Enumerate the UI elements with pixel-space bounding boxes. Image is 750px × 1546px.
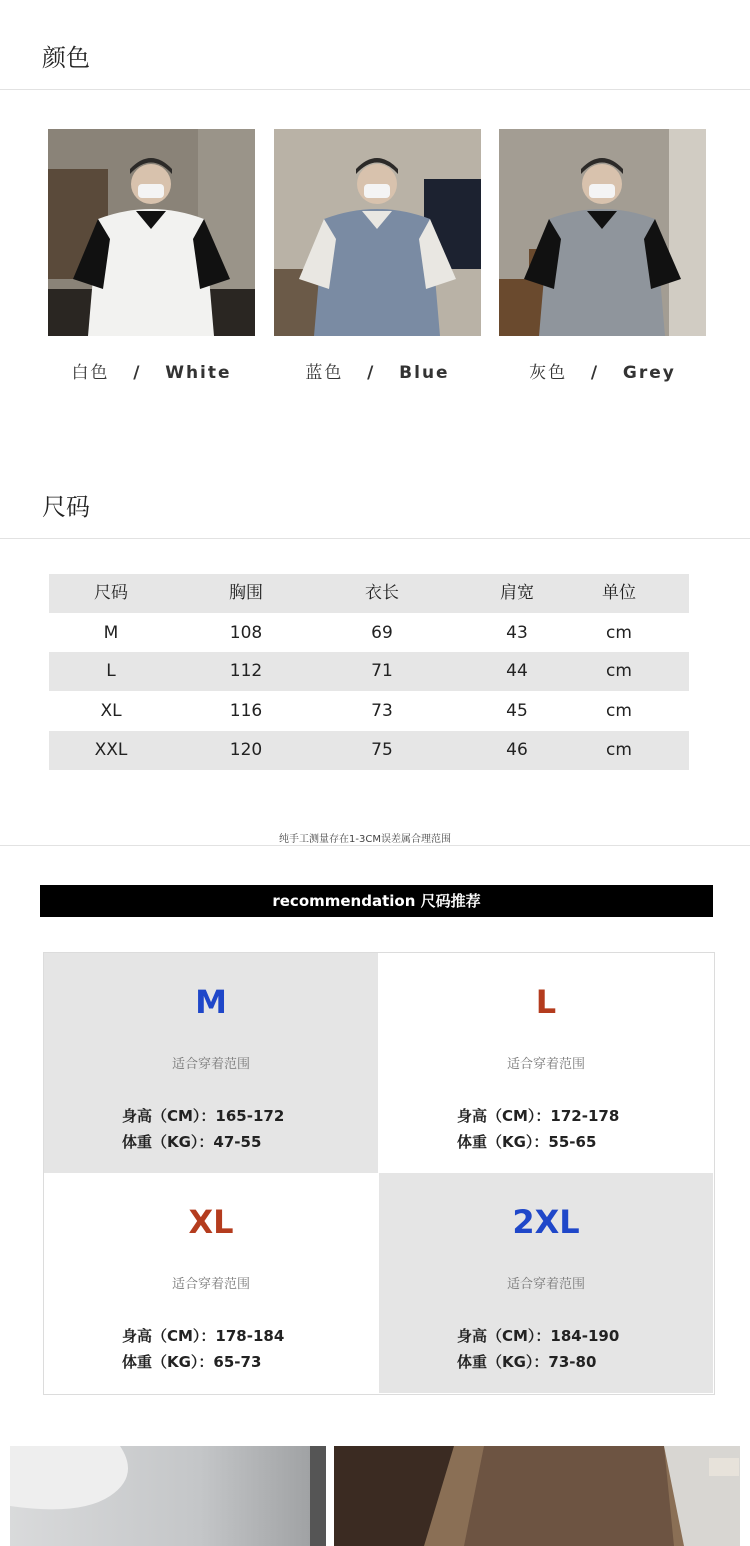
- fit-range-label: 适合穿着范围: [506, 1277, 585, 1292]
- cell-chest: 120: [229, 740, 263, 760]
- cell-size: L: [106, 661, 116, 681]
- size-section-title: 尺码: [42, 493, 90, 521]
- color-section-title: 颜色: [42, 44, 90, 72]
- size-label: M: [195, 983, 227, 1021]
- cell-chest: 108: [229, 623, 263, 643]
- fit-range-label: 适合穿着范围: [171, 1277, 250, 1292]
- divider: [0, 89, 750, 90]
- cell-length: 73: [371, 701, 393, 721]
- color-label-blue: [274, 358, 481, 383]
- weight-range: 体重（KG）：55-65: [457, 1133, 597, 1151]
- color-name-en: Grey: [622, 363, 676, 383]
- recommendation-card-2xl: [379, 1173, 713, 1393]
- weight-range: 体重（KG）：73-80: [457, 1353, 597, 1371]
- product-photo-white[interactable]: [48, 129, 255, 336]
- cell-unit: cm: [606, 701, 632, 721]
- table-row: [49, 652, 689, 691]
- product-photo-grey[interactable]: [499, 129, 706, 336]
- cell-size: XXL: [94, 740, 128, 760]
- measurement-note: 纯手工测量存在1-3CM误差属合理范围: [279, 834, 451, 845]
- height-range: 身高（CM）：178-184: [122, 1327, 285, 1345]
- cell-size: XL: [100, 701, 122, 721]
- cell-shoulder: 43: [506, 623, 528, 643]
- cell-length: 69: [371, 623, 393, 643]
- header-shoulder: 肩宽: [500, 583, 534, 603]
- cell-size: M: [103, 623, 119, 643]
- weight-range: 体重（KG）：47-55: [122, 1133, 262, 1151]
- cell-shoulder: 45: [506, 701, 528, 721]
- product-photo-blue[interactable]: [274, 129, 481, 336]
- detail-photo-right: [334, 1446, 740, 1546]
- cell-unit: cm: [606, 661, 632, 681]
- height-range: 身高（CM）：172-178: [457, 1107, 620, 1125]
- recommendation-card-m: [44, 953, 378, 1173]
- detail-photo-left: [10, 1446, 326, 1546]
- separator: /: [590, 363, 600, 383]
- table-row: [49, 731, 689, 770]
- fit-range-label: 适合穿着范围: [171, 1057, 250, 1072]
- header-length: 衣长: [365, 583, 399, 603]
- color-name-en: White: [165, 363, 232, 383]
- fit-range-label: 适合穿着范围: [506, 1057, 585, 1072]
- cell-unit: cm: [606, 740, 632, 760]
- cell-length: 75: [371, 740, 393, 760]
- cell-shoulder: 46: [506, 740, 528, 760]
- height-range: 身高（CM）：184-190: [457, 1327, 620, 1345]
- size-table-header: [49, 574, 689, 613]
- divider: [0, 538, 750, 539]
- recommendation-card-xl: [44, 1173, 378, 1393]
- weight-range: 体重（KG）：65-73: [122, 1353, 262, 1371]
- color-name-en: Blue: [399, 363, 450, 383]
- color-name-cn: 蓝色: [305, 363, 344, 383]
- color-label-grey: [499, 358, 706, 383]
- header-unit: 单位: [602, 583, 636, 603]
- header-chest: 胸围: [229, 583, 263, 603]
- table-row: [49, 692, 689, 731]
- separator: /: [367, 363, 376, 383]
- color-label-white: [48, 358, 255, 383]
- height-range: 身高（CM）：165-172: [122, 1107, 285, 1125]
- cell-length: 71: [371, 661, 393, 681]
- cell-unit: cm: [606, 623, 632, 643]
- size-label: L: [535, 983, 557, 1021]
- cell-chest: 116: [229, 701, 263, 721]
- separator: /: [133, 363, 142, 383]
- color-name-cn: 白色: [71, 363, 110, 383]
- divider: [0, 845, 750, 846]
- cell-shoulder: 44: [506, 661, 528, 681]
- color-name-cn: 灰色: [529, 363, 568, 383]
- size-label: XL: [188, 1203, 234, 1241]
- header-size: 尺码: [94, 583, 128, 603]
- size-label: 2XL: [512, 1203, 580, 1241]
- recommendation-title-bar: recommendation 尺码推荐: [40, 885, 713, 917]
- recommendation-grid: [43, 952, 715, 1395]
- recommendation-card-l: [379, 953, 713, 1173]
- table-row: [49, 614, 689, 653]
- cell-chest: 112: [229, 661, 263, 681]
